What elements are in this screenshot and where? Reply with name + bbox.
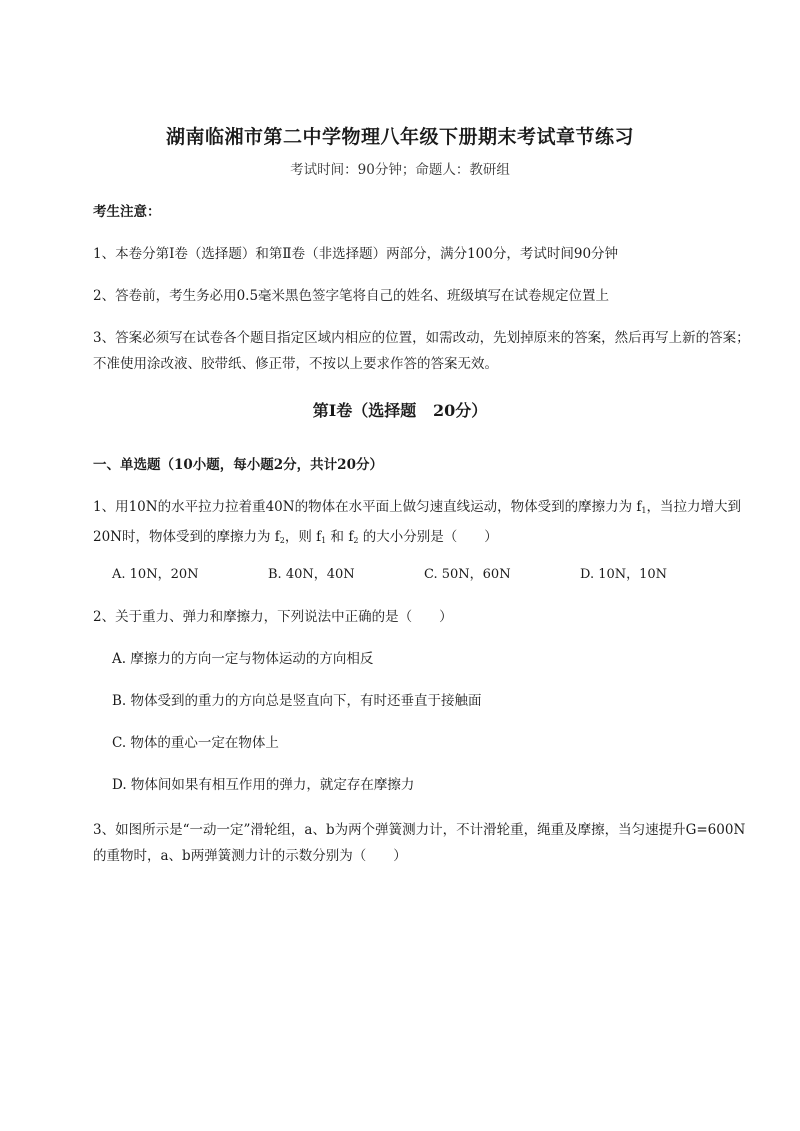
notice-item-1: 1、本卷分第I卷（选择题）和第Ⅱ卷（非选择题）两部分，满分100分，考试时间90分钟: [93, 246, 619, 262]
exam-info: 考试时间：90分钟；命题人：教研组: [290, 162, 510, 178]
question-3-stem: 3、如图所示是“一动一定”滑轮组，a、b为两个弹簧测力计，不计滑轮重，绳重及摩擦，当匀速提升G=600N的重物时，a、b两弹簧测力计的示数分别为（ ）: [93, 822, 746, 864]
q1-option-d: D. 10N，10N: [580, 567, 668, 582]
page-title: 湖南临湘市第二中学物理八年级下册期末考试章节练习: [165, 126, 634, 148]
q1-text-d: 和 f: [326, 529, 354, 545]
q1-option-a: A. 10N，20N: [112, 567, 199, 582]
section-title: 第I卷（选择题 20分）: [312, 401, 488, 420]
q1-text-a: 1、用10N的水平拉力拉着重40N的物体在水平面上做匀速直线运动，物体受到的摩擦力为 f: [93, 499, 642, 515]
q1-option-c: C. 50N，60N: [424, 567, 511, 582]
notice-heading: 考生注意：: [93, 204, 161, 220]
q2-option-c: C. 物体的重心一定在物体上: [112, 735, 279, 751]
q1-text-e: 的大小分别是（ ）: [358, 529, 498, 545]
q1-option-b: B. 40N，40N: [268, 567, 355, 582]
q1-sub-1: 1: [641, 506, 647, 515]
notice-item-3: 3、答案必须写在试卷各个题目指定区域内相应的位置，如需改动，先划掉原来的答案，然后再写上新的答案；不准使用涂改液、胶带纸、修正带，不按以上要求作答的答案无效。: [93, 330, 750, 372]
q2-option-a: A. 摩擦力的方向一定与物体运动的方向相反: [112, 651, 374, 667]
q2-option-b: B. 物体受到的重力的方向总是竖直向下，有时还垂直于接触面: [112, 693, 482, 709]
question-1-stem: [93, 494, 753, 554]
q1-sub-3: 1: [321, 536, 327, 545]
question-2-stem: 2、关于重力、弹力和摩擦力，下列说法中正确的是（ ）: [93, 609, 453, 625]
q2-option-d: D. 物体间如果有相互作用的弹力，就定存在摩擦力: [112, 777, 415, 793]
notice-item-2: 2、答卷前，考生务必用0.5毫米黑色签字笔将自己的姓名、班级填写在试卷规定位置上: [93, 288, 610, 304]
q1-sub-2: 2: [279, 536, 285, 545]
q1-sub-4: 2: [353, 536, 359, 545]
q1-text-b: ，当拉力增大到20N时，物体受到的摩擦力为 f: [93, 499, 741, 545]
part-heading: 一、单选题（10小题，每小题2分，共计20分）: [93, 457, 383, 473]
q1-text-c: ，则 f: [284, 529, 322, 545]
